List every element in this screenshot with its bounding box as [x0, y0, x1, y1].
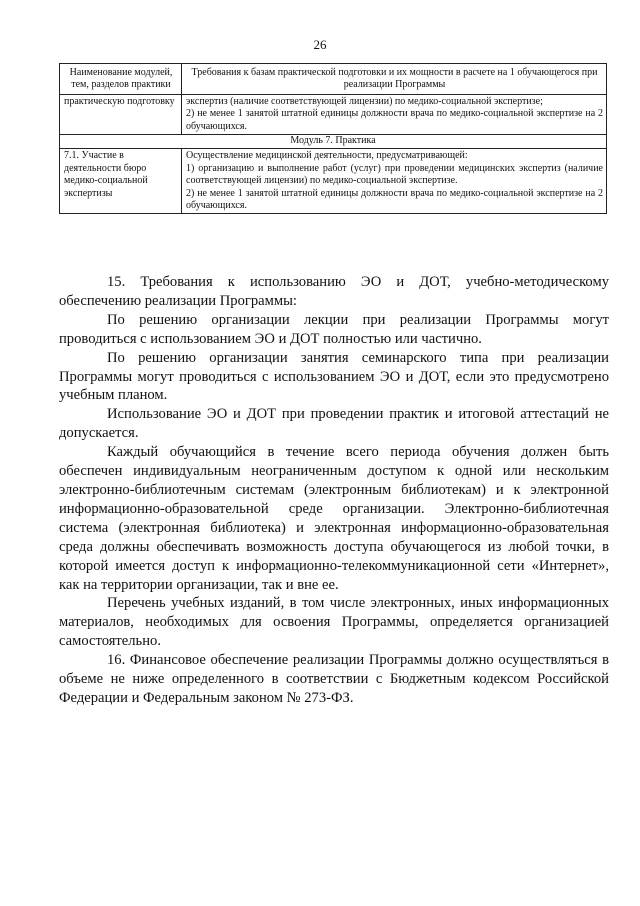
paragraph: Перечень учебных изданий, в том числе электронных, иных информационных материалов, необходимых для освоения Программы, определяется организацией самостоятельно.	[59, 595, 609, 650]
row1-requirements-cell	[182, 94, 607, 134]
document-body	[59, 273, 609, 708]
requirements-table	[59, 63, 607, 214]
paragraph: Каждый обучающийся в течение всего периода обучения должен быть обеспечен индивидуальным неограниченным доступом к одной или нескольким электронно-библиотечным системам (электронным библиотекам) и к электронной информационно-образовательной среде организации. Электронно-библиотечная система (электронная библиотека) и электронная информационно-образовательная среда должны обеспечивать возможность доступа обучающегося из любой точки, в которой имеется доступ к информационно-телекоммуникационной сети «Интернет», как на территории организации, так и вне ее.	[59, 444, 609, 593]
row1-module-cell: практическую подготовку	[60, 94, 182, 134]
paragraph: Использование ЭО и ДОТ при проведении практик и итоговой аттестаций не допускается.	[59, 406, 609, 442]
row2-req-line: 1) организацию и выполнение работ (услуг) при проведении медицинских экспертиз (наличие соответствующей лицензии) по медико-социальной экспертизе.	[186, 162, 603, 187]
row2-module-cell: 7.1. Участие в деятельности бюро медико-социальной экспертизы	[60, 149, 182, 214]
header-modules-cell: Наименование модулей, тем, разделов практики	[60, 64, 182, 95]
header-requirements-cell: Требования к базам практической подготовки и их мощности в расчете на 1 обучающегося при реализации Программы	[182, 64, 607, 95]
row1-req-line: 2) не менее 1 занятой штатной единицы должности врача по медико-социальной экспертизе на 2 обучающихся.	[186, 108, 603, 132]
paragraph: По решению организации лекции при реализации Программы могут проводиться с использованием ЭО и ДОТ полностью или частично.	[59, 311, 609, 347]
module-title-cell: Модуль 7. Практика	[60, 135, 607, 149]
row2-req-line: 2) не менее 1 занятой штатной единицы должности врача по медико-социальной экспертизе на 2 обучающихся.	[186, 187, 603, 212]
row2-requirements-cell	[182, 149, 607, 214]
module-title-row	[60, 135, 607, 149]
paragraph: По решению организации занятия семинарского типа при реализации Программы могут проводиться с использованием ЭО и ДОТ, если это предусмотрено учебным планом.	[59, 349, 609, 404]
table-row	[60, 94, 607, 134]
table-row	[60, 149, 607, 214]
page-number: 26	[313, 37, 327, 52]
row2-req-line: Осуществление медицинской деятельности, предусматривающей:	[186, 150, 468, 162]
row1-req-line: экспертиз (наличие соответствующей лицензии) по медико-социальной экспертизе;	[186, 95, 543, 107]
paragraph: 16. Финансовое обеспечение реализации Программы должно осуществляться в объеме не ниже определенного в соответствии с Бюджетным кодексом Российской Федерации и Федеральным законом № 273-ФЗ.	[59, 652, 609, 706]
table-header-row	[60, 64, 607, 95]
paragraph: 15. Требования к использованию ЭО и ДОТ, учебно-методическому обеспечению реализации Программы:	[59, 274, 609, 309]
